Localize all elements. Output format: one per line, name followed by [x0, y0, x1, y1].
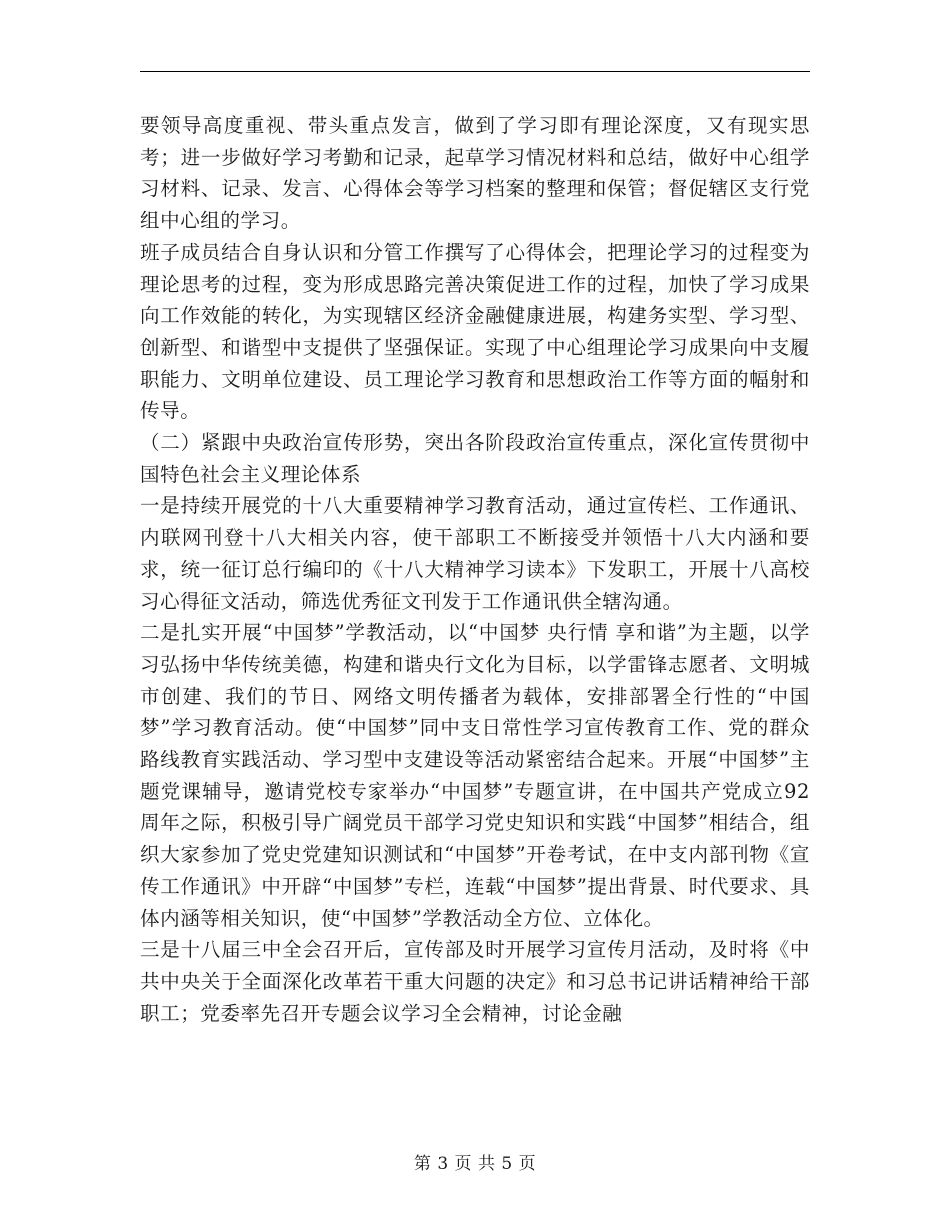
paragraph-team-reflections: 班子成员结合自身认识和分管工作撰写了心得体会，把理论学习的过程变为理论思考的过程，变为形成思路完善决策促进工作的过程，加快了学习成果向工作效能的转化，为实现辖区经济金融健康进展，构建务实型、学习型、创新型、和谐型中支提供了坚强保证。实现了中心组理论学习成果向中支履职能力、文明单位建设、员工理论学习教育和思想政治工作等方面的幅射和传导。	[140, 240, 810, 423]
paragraph-item-two: 二是扎实开展“中国梦”学教活动，以“中国梦 央行情 享和谐”为主题，以学习弘扬中华传统美德，构建和谐央行文化为目标，以学雷锋志愿者、文明城市创建、我们的节日、网络文明传播者为载体，安排部署全行性的“中国梦”学习教育活动。使“中国梦”同中支日常性学习宣传教育工作、党的群众路线教育实践活动、学习型中支建设等活动紧密结合起来。开展“中国梦”主题党课辅导，邀请党校专家举办“中国梦”专题宣讲，在中国共产党成立92周年之际，积极引导广阔党员干部学习党史知识和实践“中国梦”相结合，组织大家参加了党史党建知识测试和“中国梦”开卷考试，在中支内部刊物《宣传工作通讯》中开辟“中国梦”专栏，连载“中国梦”提出背景、时代要求、具体内涵等相关知识，使“中国梦”学教活动全方位、立体化。	[140, 621, 810, 930]
paragraph-item-one: 一是持续开展党的十八大重要精神学习教育活动，通过宣传栏、工作通讯、内联网刊登十八大相关内容，使干部职工不断接受并领悟十八大内涵和要求，统一征订总行编印的《十八大精神学习读本》下发职工，开展十八高校习心得征文活动，筛选优秀征文刊发于工作通讯供全辖沟通。	[140, 494, 810, 613]
paragraph-item-three: 三是十八届三中全会召开后，宣传部及时开展学习宣传月活动，及时将《中共中央关于全面深化改革若干重大问题的决定》和习总书记讲话精神给干部职工；党委率先召开专题会议学习全会精神，讨论金融	[140, 938, 810, 1025]
header-rule	[140, 71, 810, 72]
paragraph-study-leadership: 要领导高度重视、带头重点发言，做到了学习即有理论深度，又有现实思考；进一步做好学习考勤和记录，起草学习情况材料和总结，做好中心组学习材料、记录、发言、心得体会等学习档案的整理和保管；督促辖区支行党组中心组的学习。	[140, 114, 810, 233]
page-number-label: 第 3 页 共 5 页	[413, 1154, 537, 1174]
page-footer	[0, 1153, 950, 1175]
section-heading-propaganda: （二）紧跟中央政治宣传形势，突出各阶段政治宣传重点，深化宣传贯彻中国特色社会主义理论体系	[140, 431, 810, 486]
document-body	[140, 110, 810, 1029]
